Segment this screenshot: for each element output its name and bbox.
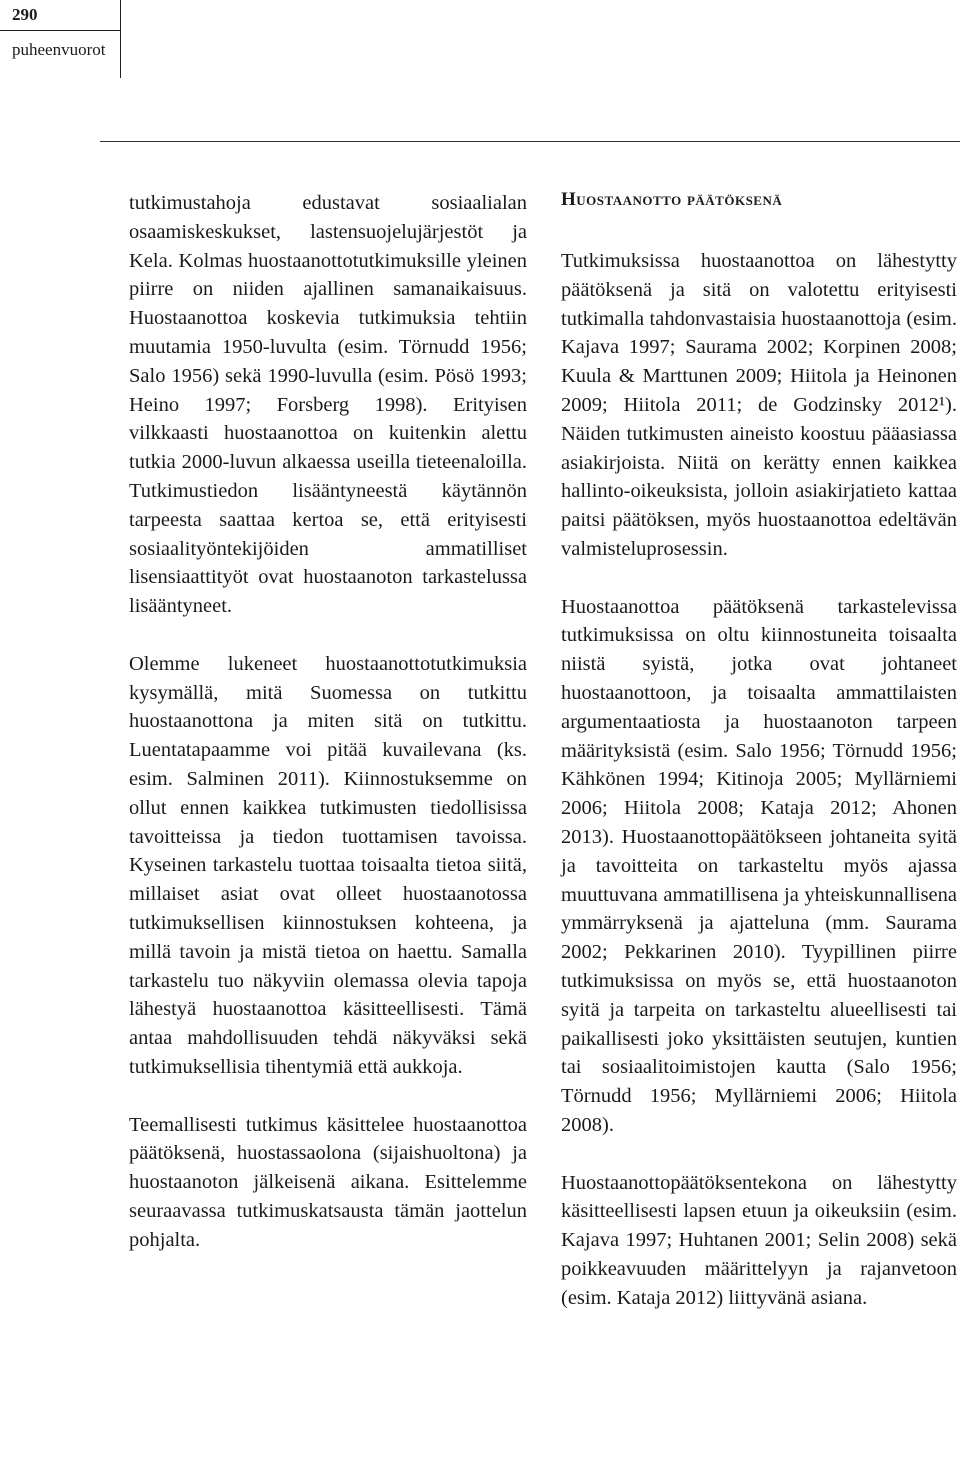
paragraph: Olemme lukeneet huostaanottotutkimuksia kysymällä, mitä Suomessa on tutkittu huostaanottona ja miten sitä on tutkittu. Luentatapaamme voi pitää kuvailevana (ks. esim. Salminen 2011). Kiinnostuksemme on ollut ennen kaikkea tutkimusten tiedollisissa tavoitteissa ja tiedon tuottamisen tavoissa. Kyseinen tarkastelu tuottaa toisaalta tietoa siitä, millaiset asiat ovat olleet huostaanotossa tutkimuksellisen kiinnostuksen kohteena, ja millä tavoin ja mistä tietoa on haettu. Samalla tarkastelu tuo näkyviin olemassa olevia tapoja lähestyä huostaanottoa käsitteellisesti. Tämä antaa mahdollisuuden tehdä näkyväksi sekä tutkimuksellisia tihentymiä että aukkoja.	[129, 652, 527, 1078]
paragraph: Huostaanottopäätöksentekona on lähestytty käsitteellisesti lapsen etuun ja oikeuksiin (esim. Kajava 1997; Huhtanen 2001; Selin 2008) sekä poikkeavuuden määrittelyyn ja rajanvetoon (esim. Kataja 2012) liittyvänä asiana.	[561, 1171, 957, 1309]
paragraph: tutkimustahoja edustavat sosiaalialan osaamiskeskukset, lastensuojelujärjestöt ja Kela. Kolmas huostaanottotutkimuksille yleinen piirre on niiden ajallinen samanaikaisuus. Huostaanottoa koskevia tutkimuksia tehtiin muutamia 1950-luvulta (esim. Törnudd 1956; Salo 1956) sekä 1990-luvulla (esim. Pösö 1993; Heino 1997; Forsberg 1998). Erityisen vilkkaasti huostaanottoa on kuitenkin alettu tutkia 2000-luvun alkaessa useilla tieteenaloilla. Tutkimustiedon lisääntyneestä käytännön tarpeesta saattaa kertoa se, että erityisesti sosiaalityöntekijöiden ammatilliset lisensiaattityöt ovat huostaanoton tarkastelussa lisääntyneet.	[129, 192, 527, 618]
left-column	[129, 189, 527, 1283]
header-rule-vertical	[120, 0, 121, 78]
page-header	[0, 0, 120, 80]
paragraph: Teemallisesti tutkimus käsittelee huostaanottoa päätöksenä, huostassaolona (sijaishuoltona) ja huostaanoton jälkeisenä aikana. Esittelemme seuraavassa tutkimuskatsausta tämän jaottelun pohjalta.	[129, 1113, 527, 1251]
right-column	[561, 189, 957, 1341]
paragraph: Huostaanottoa päätöksenä tarkastelevissa tutkimuksissa on oltu kiinnostuneita toisaalta niistä syistä, jotka ovat johtaneet huostaanottoon, ja toisaalta ammattilaisten argumentaatiosta ja huostaanoton tarpeen määrityksistä (esim. Salo 1956; Törnudd 1956; Kähkönen 1994; Kitinoja 2005; Myllärniemi 2006; Hiitola 2008; Kataja 2012; Ahonen 2013). Huostaanottopäätökseen johtaneita syitä ja tavoitteita on tarkasteltu myös ajassa muuttuvana ammatillisena ja yhteiskunnallisena ymmärryksenä ja ajatteluna (mm. Saurama 2002; Pekkarinen 2010). Tyypillinen piirre tutkimuksissa on myös se, että huostaanoton syitä ja tarpeita on tarkasteltu alueellisesti tai paikallisesti joko yksittäisten seutujen, kuntien tai sosiaalitoimistojen kautta (Salo 1956; Törnudd 1956; Myllärniemi 2006; Hiitola 2008).	[561, 595, 957, 1136]
top-divider	[100, 141, 960, 142]
paragraph: Tutkimuksissa huostaanottoa on lähestytty päätöksenä ja sitä on valotettu erityisesti tutkimalla tahdonvastaisia huostaanottoja (esim. Kajava 1997; Saurama 2002; Korpinen 2008; Kuula & Marttunen 2009; Hiitola ja Heinonen 2009; Hiitola 2011; de Godzinsky 2012¹). Näiden tutkimusten aineisto koostuu pääasiassa asiakirjoista. Niitä on kerätty ennen kaikkea hallinto-oikeuksista, jolloin asiakirjatieto kattaa paitsi päätöksen, myös huostaanottoa edeltävän valmisteluprosessin.	[561, 250, 957, 560]
header-rule-horizontal	[0, 30, 121, 31]
page-number: 290	[12, 5, 38, 24]
section-name: puheenvuorot	[12, 40, 106, 59]
section-heading: Huostaanotto päätöksenä	[561, 189, 783, 210]
